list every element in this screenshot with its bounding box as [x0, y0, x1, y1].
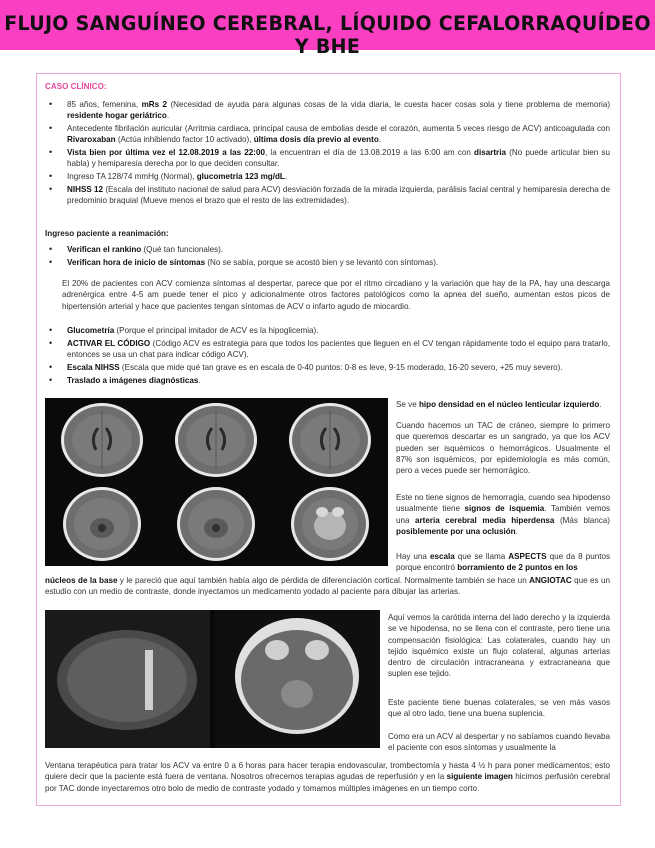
angiotac-image — [45, 610, 380, 748]
angio-text-3: Como era un ACV al despertar y no sabíamos cuando llevaba el paciente con esos síntomas y usualmente la — [388, 732, 610, 753]
case-heading: CASO CLÍNICO: — [45, 82, 107, 91]
list-item: • Glucometría (Porque el principal imitador de ACV es la hipoglicemia). — [45, 325, 610, 336]
list-item: • ACTIVAR EL CÓDIGO (Código ACV es estrategia para que todos los pacientes que lleguen en el CV tengan rápidamente todo el equipo para tratarlo, entonces se usa un chat para indicar código ACV). — [45, 338, 610, 361]
list-item: • Traslado a imágenes diagnósticas. — [45, 375, 610, 386]
angio-text-4: Ventana terapéutica para tratar los ACV va entre 0 a 6 horas para hacer terapia endovascular, trombectomía y hasta 4 ½ h para poner medicamentos; esto quiere decir que la paciente está fuera de ventana. Nosotros ofrecemos terapias agudas de reperfusión y en la siguiente imagen hicimos perfusión cerebral por TAC donde inyectaremos otro bolo de medio de contraste yodado y tomamos múltiples imágenes en un tiempo corto. — [45, 761, 610, 793]
ct-slice — [61, 403, 143, 477]
ct-slice — [177, 487, 255, 561]
reanimacion-list — [45, 244, 610, 270]
angio-slice-coronal — [45, 610, 210, 748]
ct-slice — [291, 487, 369, 561]
reanimacion-paragraph: El 20% de pacientes con ACV comienza síntomas al despertar, parece que por el ritmo circadiano y la variación que hay de la PA, hay una descarga adrenérgica entre 4-5 am puede tener el pico y adicionalmente otros factores patológicos como la apnea del sueño, aumentan estos picos de hipertensión arterial y hace que pacientes tengan síntomas de ACV o infarto agudo de miocardio. — [62, 279, 610, 311]
angiotac-drawing — [45, 610, 380, 748]
list-item: • Escala NIHSS (Escala que mide qué tan grave es en escala de 0-40 puntos: 0-8 es leve, 9-15 moderado, 16-20 severo, +25 muy severo). — [45, 362, 610, 373]
angio-text-2: Este paciente tiene buenas colaterales, se ven más vasos que al otro lado, tiene una buena suplencia. — [388, 698, 610, 719]
angio-slice-axial — [215, 610, 380, 748]
ct-text-5: núcleos de la base y le pareció que aquí también había algo de pérdida de diferenciación cortical. Normalmente también se hace un ANGIOTAC que es un estudio con un medio de contraste, donde inyectamos un medicamento yodado al paciente para dibujar las arterias. — [45, 576, 610, 597]
list-item: • Ingreso TA 128/74 mmHg (Normal), glucometría 123 mg/dL. — [45, 171, 610, 182]
list-item: • NIHSS 12 (Escala del instituto nacional de salud para ACV) desviación forzada de la mirada izquierda, parálisis facial central y hemiparesia derecha de predominio braquial (Mueve menos el brazo que el resto de las extremidades). — [45, 184, 610, 207]
ct-text-2: Cuando hacemos un TAC de cráneo, siempre lo primero que queremos descartar es un sangrado, ya que los ACV pueden ser isquémicos o hemorrágicos. Usualmente el 87% son isquémicos, por epidemiología es más común, pero a veces puede ser hemorrágico. — [396, 421, 610, 476]
list-item: • Vista bien por última vez el 12.08.2019 a las 22:00, la encuentran el día de 13.08.2019 a las 6:00 am con disartria (No puede articular bien su habla) y hemiparesia derecha por lo que deciden consultar. — [45, 147, 610, 170]
list-item: • Antecedente fibrilación auricular (Arritmia cardiaca, principal causa de embolias desde el corazón, aumenta 5 veces riesgo de ACV) anticoagulada con Rivaroxaban (Actúa inhibiendo factor 10 activado), última dosis día previo al evento. — [45, 123, 610, 146]
ct-text-3: Este no tiene signos de hemorragia, cuando sea hipodenso usualmente tiene signos de isquemia. También vemos una arteria cerebral media hiperdensa (Más blanca) posiblemente por una oclusión. — [396, 493, 610, 536]
case-list — [45, 99, 610, 208]
list-item: • Verifican hora de inicio de síntomas (No se sabía, porque se acostó bien y se levantó con síntomas). — [45, 257, 610, 268]
ct-scan-drawing — [45, 398, 388, 566]
ct-slice — [175, 403, 257, 477]
ct-text-4: Hay una escala que se llama ASPECTS que da 8 puntos porque encontró borramiento de 2 puntos en los — [396, 552, 610, 573]
list-item: • Verifican el rankino (Qué tan funcionales). — [45, 244, 610, 255]
steps-list — [45, 325, 610, 387]
ct-slice — [289, 403, 371, 477]
angio-text-1: Aquí vemos la carótida interna del lado derecho y la izquierda se ve hipodensa, no se llena con el contraste, pero tiene una compensación fisiológica: Las colaterales, cuando hay un tejido isquémico existe un flujo colateral, algunas arterias dentro de circulación intracraneana y extracraneana que suplen ese tejido. — [388, 613, 610, 679]
title-banner — [0, 0, 655, 59]
ct-scan-image — [45, 398, 388, 566]
page-title: FLUJO SANGUÍNEO CEREBRAL, LÍQUIDO CEFALORRAQUÍDEO Y BHE — [4, 11, 651, 59]
list-item: • 85 años, femenina, mRs 2 (Necesidad de ayuda para algunas cosas de la vida diaria, le cuesta hacer cosas sola y tiene problema de memoria) residente hogar geriátrico. — [45, 99, 610, 122]
ct-slice — [63, 487, 141, 561]
ct-text-1: Se ve hipo densidad en el núcleo lenticular izquierdo. — [396, 400, 602, 409]
reanimacion-heading: Ingreso paciente a reanimación: — [45, 229, 169, 238]
